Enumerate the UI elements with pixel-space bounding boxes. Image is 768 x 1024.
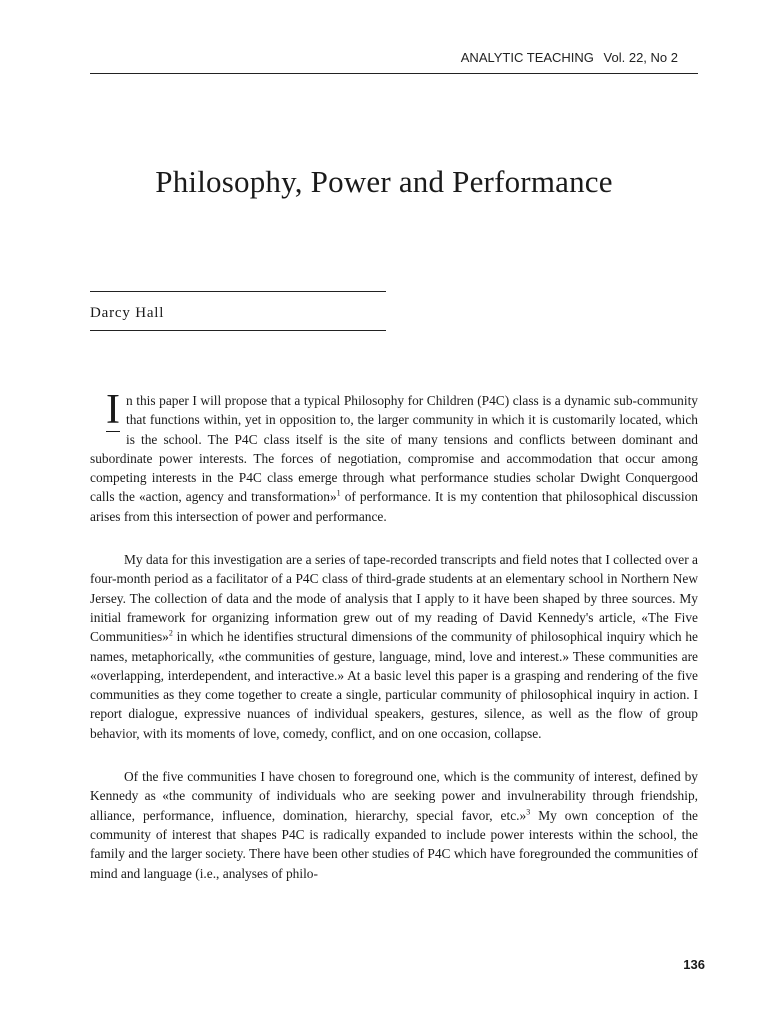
journal-name: ANALYTIC TEACHING — [460, 50, 594, 65]
author-rule-bottom — [90, 330, 386, 331]
footnote-ref-2: 2 — [168, 628, 173, 638]
paragraph-2-text-a: My data for this investigation are a series of tape-recorded transcripts and field notes that I collected over a four-month period as a facilitator of a P4C class of third-grade students at an elementary school in Northern New Jersey. The collection of data and the mode of analysis that I apply to it have been shaped by three sources. My initial framework for organizing information grew out of my reading of David Kennedy's article, «The Five Communities» — [90, 552, 698, 645]
paragraph-2 — [90, 550, 698, 743]
author-name: Darcy Hall — [90, 305, 165, 321]
paragraph-3-text-a: Of the five communities I have chosen to foreground one, which is the community of interest, defined by Kennedy as «the community of individuals who are seeking power and invulnerability through friendship, alliance, performance, influence, domination, hierarchy, special favor, etc.» — [90, 769, 698, 823]
paragraph-1 — [90, 387, 698, 526]
author-rule-top — [90, 291, 386, 292]
article-title: Philosophy, Power and Performance — [155, 164, 613, 199]
paragraph-1-text-b: of performance. It is my contention that philosophical discussion arises from this intersection of power and performance. — [90, 489, 698, 524]
header-rule — [90, 73, 698, 74]
paragraph-1-text-a: n this paper I will propose that a typical Philosophy for Children (P4C) class is a dynamic sub-community that functions within, yet in opposition to, the larger community in which it is customarily located, which is the school. The P4C class itself is the site of many tensions and conflicts between dominant and subordinate power interests. The forces of negotiation, compromise and accommodation that occur among competing interests in the P4C class emerge through what performance studies scholar Dwight Conquergood calls the «action, agency and transformation» — [90, 393, 698, 505]
paragraph-2-text-b: in which he identifies structural dimensions of the community of philosophical inquiry which he names, metaphorically, «the communities of gesture, language, mind, love and interest.» These communities are «overlapping, interdependent, and interactive.» At a basic level this paper is a grasping and rendering of the five communities as they come together to create a single, particular community of philosophical inquiry in action. I report dialogue, expressive nuances of individual speakers, gestures, silence, as well as the flow of group behavior, with its moments of love, comedy, conflict, and on one occasion, collapse. — [90, 629, 698, 741]
footnote-ref-1: 1 — [336, 489, 341, 499]
running-head — [461, 50, 678, 65]
page-number: 136 — [683, 957, 705, 972]
paragraph-3-text-b: My own conception of the community of interest that shapes P4C is radically expanded to include power interests within the school, the family and the larger society. There have been other studies of P4C which have foregrounded the communities of mind and language (i.e., analyses of philo- — [90, 807, 698, 881]
paragraph-3 — [90, 767, 698, 883]
journal-volume: Vol. 22, No 2 — [603, 50, 678, 65]
drop-cap: I — [106, 387, 120, 433]
article-body — [90, 387, 698, 883]
footnote-ref-3: 3 — [526, 807, 531, 817]
